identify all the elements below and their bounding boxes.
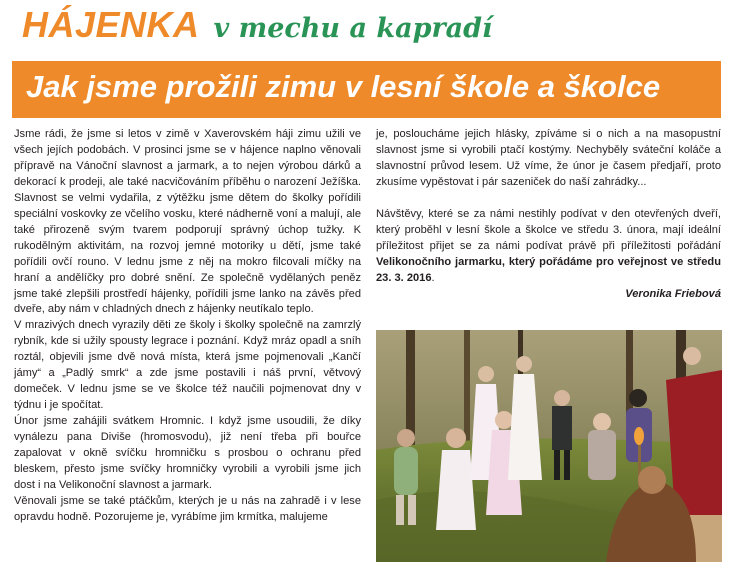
left-column: [14, 127, 361, 526]
right-column: [376, 127, 721, 303]
paragraph: V mrazivých dnech vyrazily děti ze školy i školky společně na zamrzlý rybník, kde si užily spousty legrace i poznání. Když mráz opadl a sníh roztál, objevili jsme dvě nová místa, která jsme pojmenovali „Kančí jámy“ a „Padlý smrk“ a zde jsme postavili i náš první, větvový domeček. V lednu jsme se ve školce též naučili pojmenovat dny v týdnu i je spočítat.: [14, 319, 361, 412]
paragraph: Věnovali jsme se také ptáčkům, kterých je u nás na zahradě i v lese opravdu hodně. Pozorujeme je, vyrábíme jim krmítka, malujeme: [14, 494, 361, 523]
invite-end: .: [431, 271, 435, 284]
invite-text: Návštěvy, které se za námi nestihly podívat v den otevřených dveří, který proběhl v lesní škole a školce ve středu 3. února, mají ideální příležitost přijet se za námi podívat právě při příležitosti pořádání: [376, 207, 721, 252]
article-title-bar: [12, 61, 721, 118]
masthead: [22, 4, 492, 54]
children-in-forest-photo: [376, 330, 722, 562]
article-title: Jak jsme prožili zimu v lesní škole a školce: [26, 69, 661, 104]
invite-event: Velikonočního jarmarku, který pořádáme pro veřejnost ve středu 23. 3. 2016: [376, 255, 721, 284]
paragraph: je, posloucháme jejich hlásky, zpíváme si o nich a na masopustní slavnost jsme si vyrobili ptačí kostýmy. Nechyběly sváteční koláče a slavnostní průvod lesem. Už víme, že únor je časem předjaří, proto zkusíme vypěstovat i pár sazeniček do naší zahrádky...: [376, 128, 721, 188]
paragraph: Únor jsme zahájili svátkem Hromnic. I když jsme usoudili, že díky vynálezu pana Diviše (hromosvodu), již není třeba při bouřce zapalovat v okně svíčku hromničku s prosbou o ochranu před bleskem, přesto jsme svíčky hromničky vyrobili a vyrobili jsme jich dost i na Velikonoční slavnost a jarmark.: [14, 415, 361, 491]
paragraph: [376, 207, 721, 287]
brand-title: HÁJENKA: [22, 4, 200, 45]
photo-illustration: [376, 330, 722, 562]
paragraph: Jsme rádi, že jsme si letos v zimě v Xaverovském háji zimu užili ve všech jejích podobách. V prosinci jsme se v hájence naplno věnovali přípravě na Vánoční slavnost a jarmark, a to nejen výrobou dárků a dekorací k prodeji, ale také nacvičováním příběhu o narození Ježíška. Slavnost se velmi vydařila, z výtěžku jsme dětem do školky pořídili speciální voskovky ze včelího vosku, které nádherně voní a malují, ale také přirozeně svým tvarem podporují správný úchop tužky. K rukodělným aktivitám, na rozvoj jemné motoriky u dětí, jsme také pořídili ovčí rouno. V lednu jsme z něj na mokro filcovali míčky na hraní a andělíčky pro dobré snění. Ze společně vydělaných peněz jsme také zlepšili prostředí hájenky, pořídili jsme lanko na závěs před dveře, aby nám v chladných dnech z hájenky neutíkalo teplo.: [14, 128, 361, 316]
brand-subtitle: v mechu a kapradí: [213, 13, 493, 44]
author-signature: Veronika Friebová: [625, 287, 721, 300]
